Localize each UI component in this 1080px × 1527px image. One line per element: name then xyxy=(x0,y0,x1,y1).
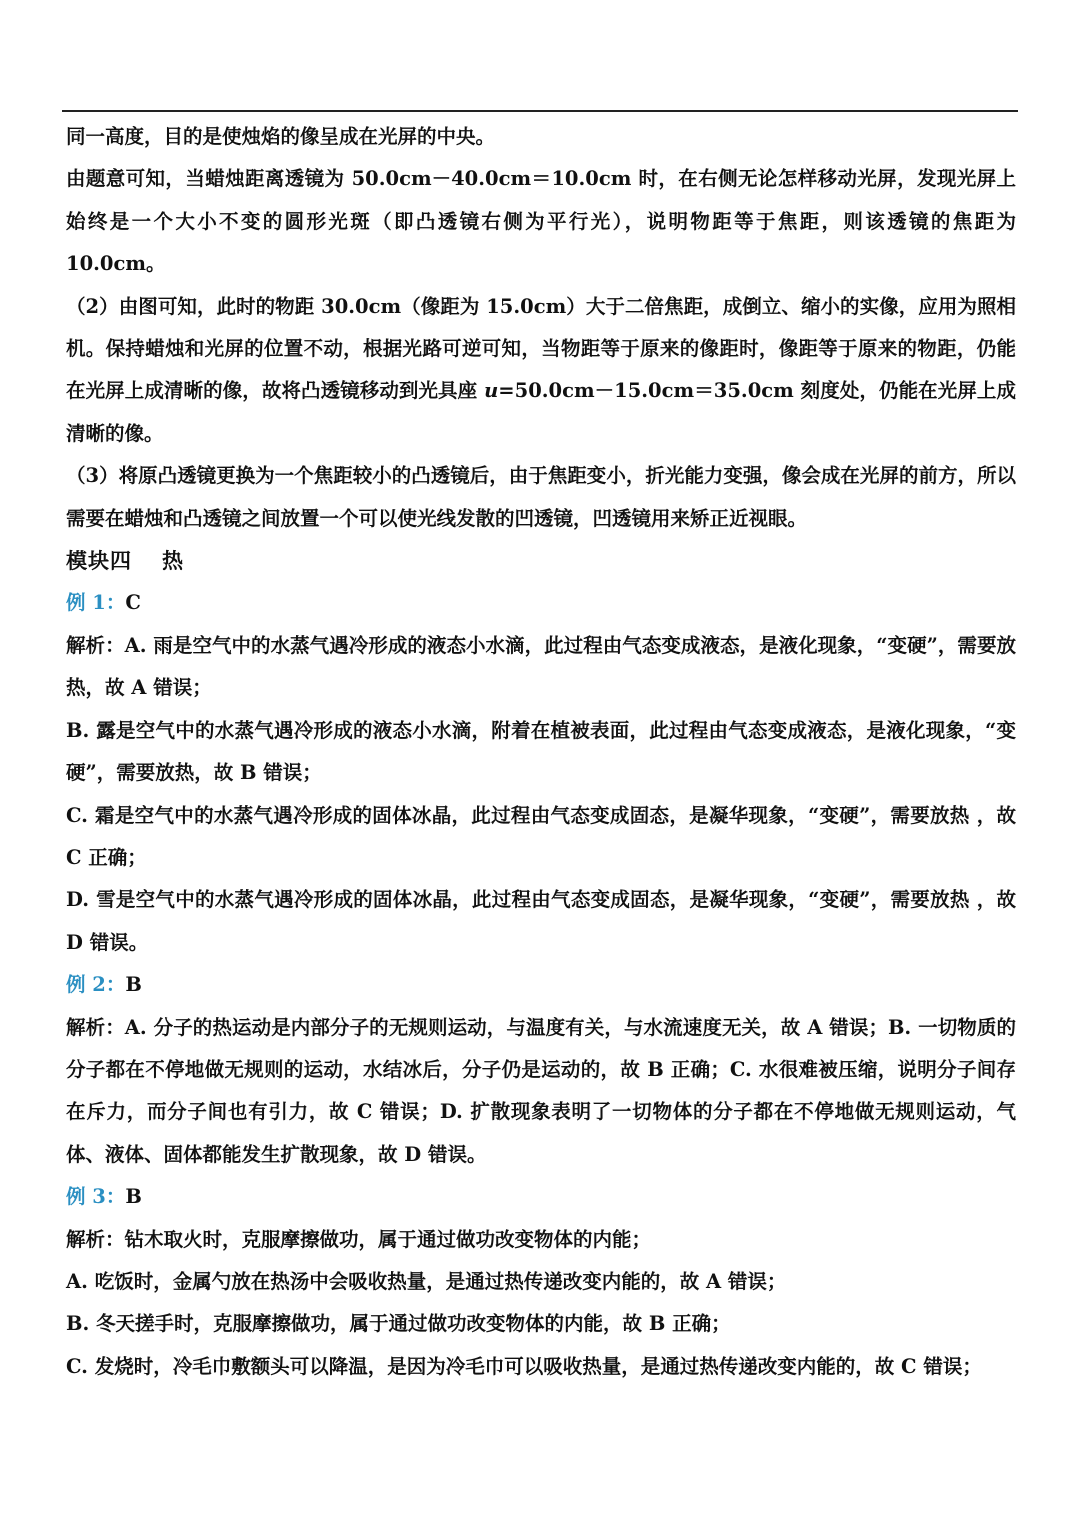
paragraph: 解析：钻木取火时，克服摩擦做功，属于通过做功改变物体的内能； xyxy=(66,1227,652,1251)
paragraph: C. 发烧时，冷毛巾敷额头可以降温，是因为冷毛巾可以吸收热量，是通过热传递改变内能的，故 C 错误； xyxy=(66,1354,982,1378)
example-heading xyxy=(66,1176,1016,1218)
example-heading xyxy=(66,582,1016,624)
paragraph: （3）将原凸透镜更换为一个焦距较小的凸透镜后，由于焦距变小，折光能力变强，像会成在光屏的前方，所以需要在蜡烛和凸透镜之间放置一个可以使光线发散的凹透镜，凹透镜用来矫正近视眼。 xyxy=(66,464,1016,530)
paragraph: C. 霜是空气中的水蒸气遇冷形成的固体冰晶，此过程由气态变成固态，是凝华现象，“变硬”，需要放热 ，故 C 正确； xyxy=(66,803,1016,869)
paragraph-text: （2）由图可知，此时的物距 30.0cm（像距为 15.0cm）大于二倍焦距，成倒立、缩小的实像，应用为照相机。保持蜡烛和光屏的位置不动，根据光路可逆可知，当物距等于原来的像距时，像距等于原来的物距，仍能在光屏上成清晰的像，故将凸透镜移动到光具座 xyxy=(66,294,1016,403)
paragraph: 解析：A. 雨是空气中的水蒸气遇冷形成的液态小水滴，此过程由气态变成液态，是液化现象，“变硬”，需要放热，故 A 错误； xyxy=(66,633,1016,700)
example-label: 例 3： xyxy=(66,1185,126,1209)
section-title-right: 热 xyxy=(162,548,184,574)
paragraph: A. 吃饭时，金属勺放在热汤中会吸收热量，是通过热传递改变内能的，故 A 错误； xyxy=(66,1269,787,1293)
section-title-left: 模块四 xyxy=(66,548,132,574)
example-label: 例 1： xyxy=(66,591,126,615)
paragraph-text: =50.0cm－15.0cm＝35.0cm 刻度处，仍能在光屏上成清晰的像。 xyxy=(66,379,1016,445)
paragraph: B. 冬天搓手时，克服摩擦做功，属于通过做功改变物体的内能，故 B 正确； xyxy=(66,1312,731,1336)
example-heading xyxy=(66,964,1016,1006)
content-body xyxy=(66,116,1016,1388)
example-label: 例 2： xyxy=(66,973,126,997)
paragraph: B. 露是空气中的水蒸气遇冷形成的液态小水滴，附着在植被表面，此过程由气态变成液态，是液化现象，“变硬”，需要放热，故 B 错误； xyxy=(66,718,1016,785)
example-answer: C xyxy=(125,591,141,615)
paragraph: 同一高度，目的是使烛焰的像呈成在光屏的中央。 xyxy=(66,125,496,148)
example-answer: B xyxy=(125,1185,142,1209)
variable-u: u xyxy=(484,379,499,403)
section-title xyxy=(66,540,1016,582)
paragraph: 由题意可知，当蜡烛距离透镜为 50.0cm－40.0cm＝10.0cm 时，在右侧无论怎样移动光屏，发现光屏上始终是一个大小不变的圆形光斑（即凸透镜右侧为平行光），说明物距等于焦距，则该透镜的焦距为 10.0cm。 xyxy=(66,167,1016,276)
example-answer: B xyxy=(125,973,142,997)
header-rule xyxy=(62,110,1018,112)
paragraph: D. 雪是空气中的水蒸气遇冷形成的固体冰晶，此过程由气态变成固态，是凝华现象，“变硬”，需要放热 ，故 D 错误。 xyxy=(66,888,1016,954)
paragraph: 解析：A. 分子的热运动是内部分子的无规则运动，与温度有关，与水流速度无关，故 A 错误；B. 一切物质的分子都在不停地做无规则的运动，水结冰后，分子仍是运动的，故 B 正确；C. 水很难被压缩，说明分子间存在斥力，而分子间也有引力，故 C 错误；D. 扩散现象表明了一切物体的分子都在不停地做无规则运动，气体、液体、固体都能发生扩散现象，故 D 错误。 xyxy=(66,1015,1016,1166)
paragraph xyxy=(66,286,1016,456)
